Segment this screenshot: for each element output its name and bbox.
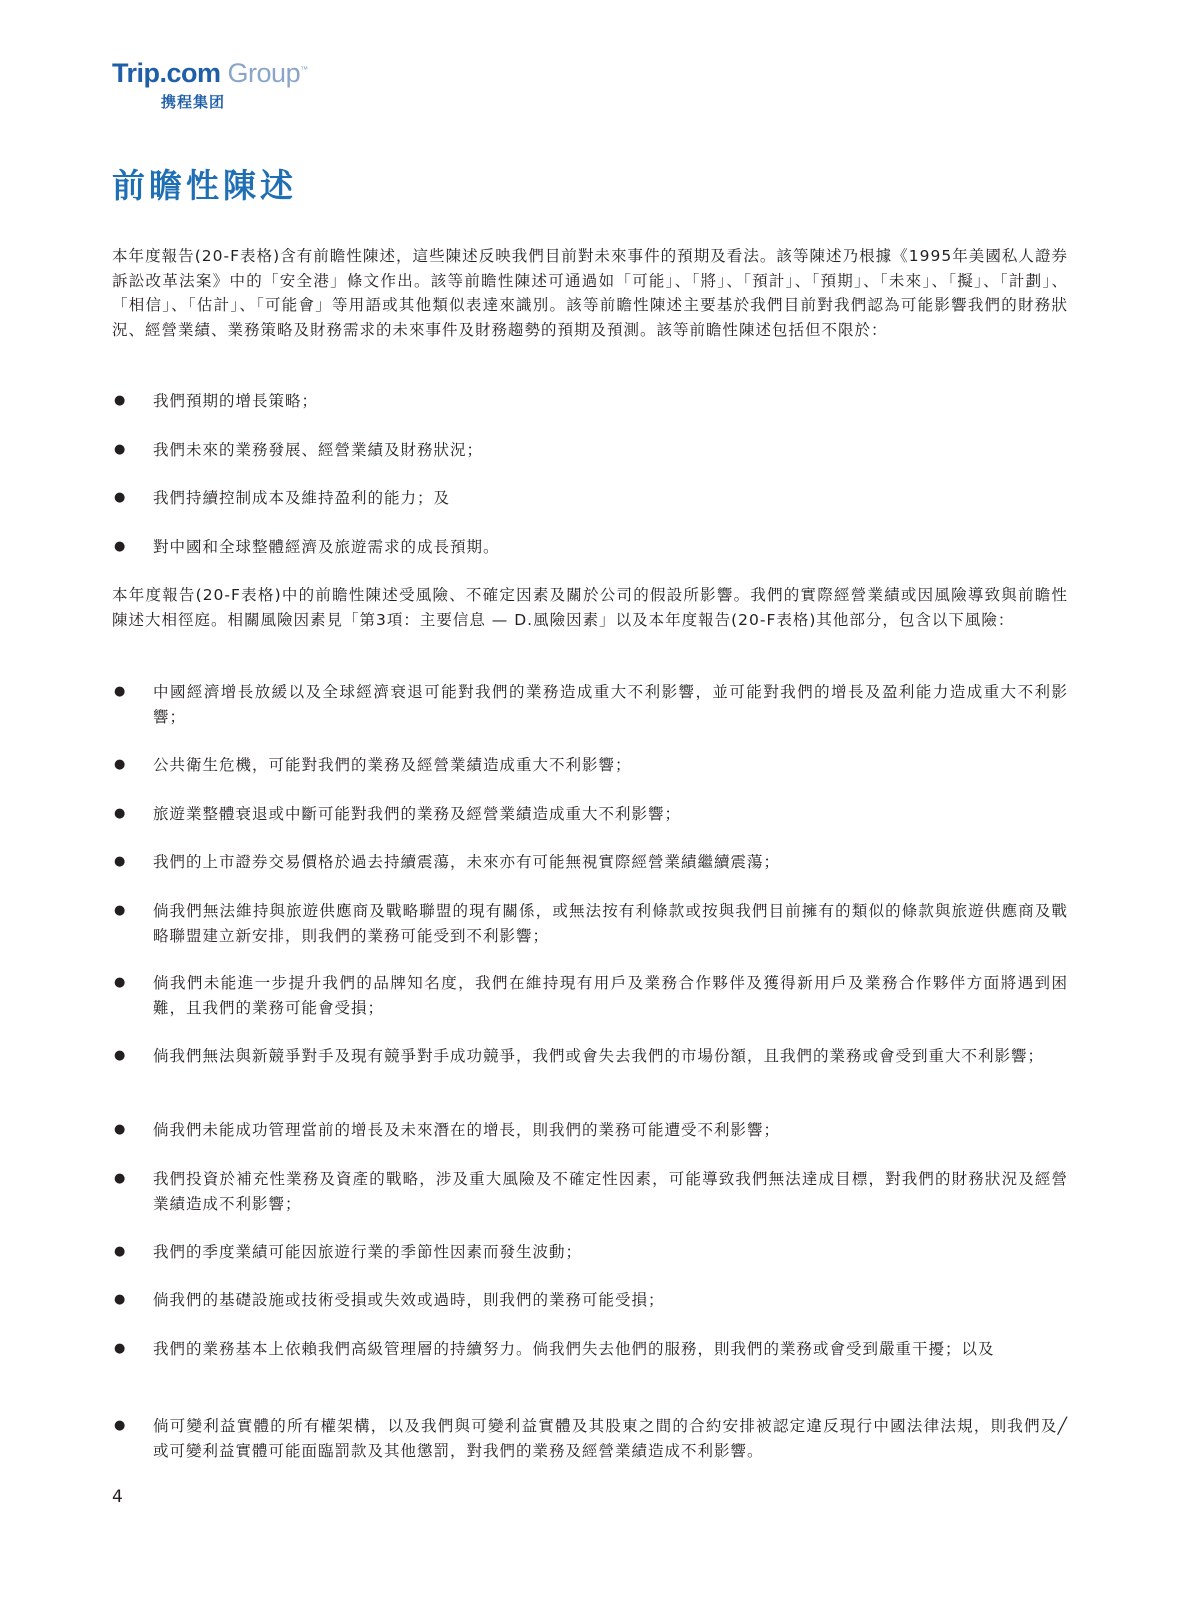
trademark-symbol: ™ — [300, 65, 308, 74]
bullet-icon: ● — [114, 1048, 126, 1063]
bullet-icon: ● — [114, 539, 126, 554]
bullet-icon: ● — [114, 975, 126, 990]
list-item — [0, 1414, 1190, 1474]
list-item-text: 倘我們無法與新競爭對手及現有競爭對手成功競爭，我們或會失去我們的市場份額，且我們的業務或會受到重大不利影響； — [153, 1047, 1045, 1065]
bullet-icon: ● — [114, 903, 126, 918]
logo-brand-main: Trip.com — [112, 58, 221, 88]
list-item — [0, 1044, 1190, 1104]
bullet-icon: ● — [114, 854, 126, 869]
bullet-icon: ● — [114, 1244, 126, 1259]
bullet-icon: ● — [114, 806, 126, 821]
bullet-icon: ● — [114, 1292, 126, 1307]
list-item — [0, 899, 1190, 959]
intro-paragraph: 本年度報告(20-F表格)含有前瞻性陳述，這些陳述反映我們目前對未來事件的預期及看法。該等陳述乃根據《1995年美國私人證券訴訟改革法案》中的「安全港」條文作出。該等前瞻性陳述可通過如「可能」、「將」、「預計」、「預期」、「未來」、「擬」、「計劃」、「相信」、「估計」、「可能會」等用語或其他類似表達來識別。該等前瞻性陳述主要基於我們目前對我們認為可能影響我們的財務狀況、經營業績、業務策略及財務需求的未來事件及財務趨勢的預期及預測。該等前瞻性陳述包括但不限於： — [112, 247, 1068, 339]
bullet-icon: ● — [114, 1122, 126, 1137]
list-item-text: 公共衛生危機，可能對我們的業務及經營業績造成重大不利影響； — [153, 756, 632, 774]
list-item-text: 倘我們的基礎設施或技術受損或失效或過時，則我們的業務可能受損； — [153, 1291, 665, 1309]
logo-chinese-name: 携程集团 — [161, 93, 226, 111]
bullet-icon: ● — [114, 757, 126, 772]
list-item-text: 我們的上市證券交易價格於過去持續震蕩，未來亦有可能無視實際經營業績繼續震蕩； — [153, 853, 781, 871]
bullet-icon: ● — [114, 684, 126, 699]
list-item-text: 我們投資於補充性業務及資產的戰略，涉及重大風險及不確定性因素，可能導致我們無法達成目標，對我們的財務狀況及經營業績造成不利影響； — [153, 1170, 1068, 1213]
bullet-icon: ● — [114, 1418, 126, 1433]
list-item-text: 倘我們未能成功管理當前的增長及未來潛在的增長，則我們的業務可能遭受不利影響； — [153, 1121, 781, 1139]
list-item-text: 我們的業務基本上依賴我們高級管理層的持續努力。倘我們失去他們的服務，則我們的業務或會受到嚴重干擾；以及 — [153, 1340, 995, 1358]
list-item-text: 我們的季度業績可能因旅遊行業的季節性因素而發生波動； — [153, 1243, 583, 1261]
bullet-icon: ● — [114, 1341, 126, 1356]
logo-wordmark — [112, 54, 332, 89]
page-title: 前瞻性陳述 — [112, 166, 297, 205]
bullet-icon: ● — [114, 393, 126, 408]
company-logo — [112, 54, 332, 114]
list-item-text: 倘我們無法維持與旅遊供應商及戰略聯盟的現有關係，或無法按有利條款或按與我們目前擁有的類似的條款與旅遊供應商及戰略聯盟建立新安排，則我們的業務可能受到不利影響； — [153, 902, 1068, 945]
risk-intro-paragraph: 本年度報告(20-F表格)中的前瞻性陳述受風險、不確定因素及關於公司的假設所影響。我們的實際經營業績或因風險導致與前瞻性陳述大相徑庭。相關風險因素見「第3項：主要信息 — D.風險因素」以及本年度報告(20-F表格)其他部分，包含以下風險： — [112, 586, 1068, 629]
list-item-text: 倘可變利益實體的所有權架構，以及我們與可變利益實體及其股東之間的合約安排被認定違反現行中國法律法規，則我們及╱或可變利益實體可能面臨罰款及其他懲罰，對我們的業務及經營業績造成不利影響。 — [153, 1417, 1068, 1460]
bullet-icon: ● — [114, 442, 126, 457]
list-item — [0, 680, 1190, 740]
list-item-text: 我們未來的業務發展、經營業績及財務狀況； — [153, 441, 484, 459]
list-item-text: 我們持續控制成本及維持盈利的能力；及 — [153, 489, 451, 507]
list-item-text: 我們預期的增長策略； — [153, 392, 319, 410]
list-item-text: 對中國和全球整體經濟及旅遊需求的成長預期。 — [153, 538, 500, 556]
list-item — [0, 1167, 1190, 1227]
list-item-text: 旅遊業整體衰退或中斷可能對我們的業務及經營業績造成重大不利影響； — [153, 805, 682, 823]
list-item — [0, 1337, 1190, 1397]
bullet-icon: ● — [114, 490, 126, 505]
list-item-text: 中國經濟增長放緩以及全球經濟衰退可能對我們的業務造成重大不利影響，並可能對我們的增長及盈利能力造成重大不利影響； — [153, 683, 1068, 726]
logo-brand-sub: Group — [227, 58, 301, 88]
list-item-text: 倘我們未能進一步提升我們的品牌知名度，我們在維持現有用戶及業務合作夥伴及獲得新用戶及業務合作夥伴方面將遇到困難，且我們的業務可能會受損； — [153, 974, 1068, 1017]
page-number: 4 — [112, 1487, 123, 1507]
bullet-icon: ● — [114, 1171, 126, 1186]
list-item — [0, 971, 1190, 1031]
